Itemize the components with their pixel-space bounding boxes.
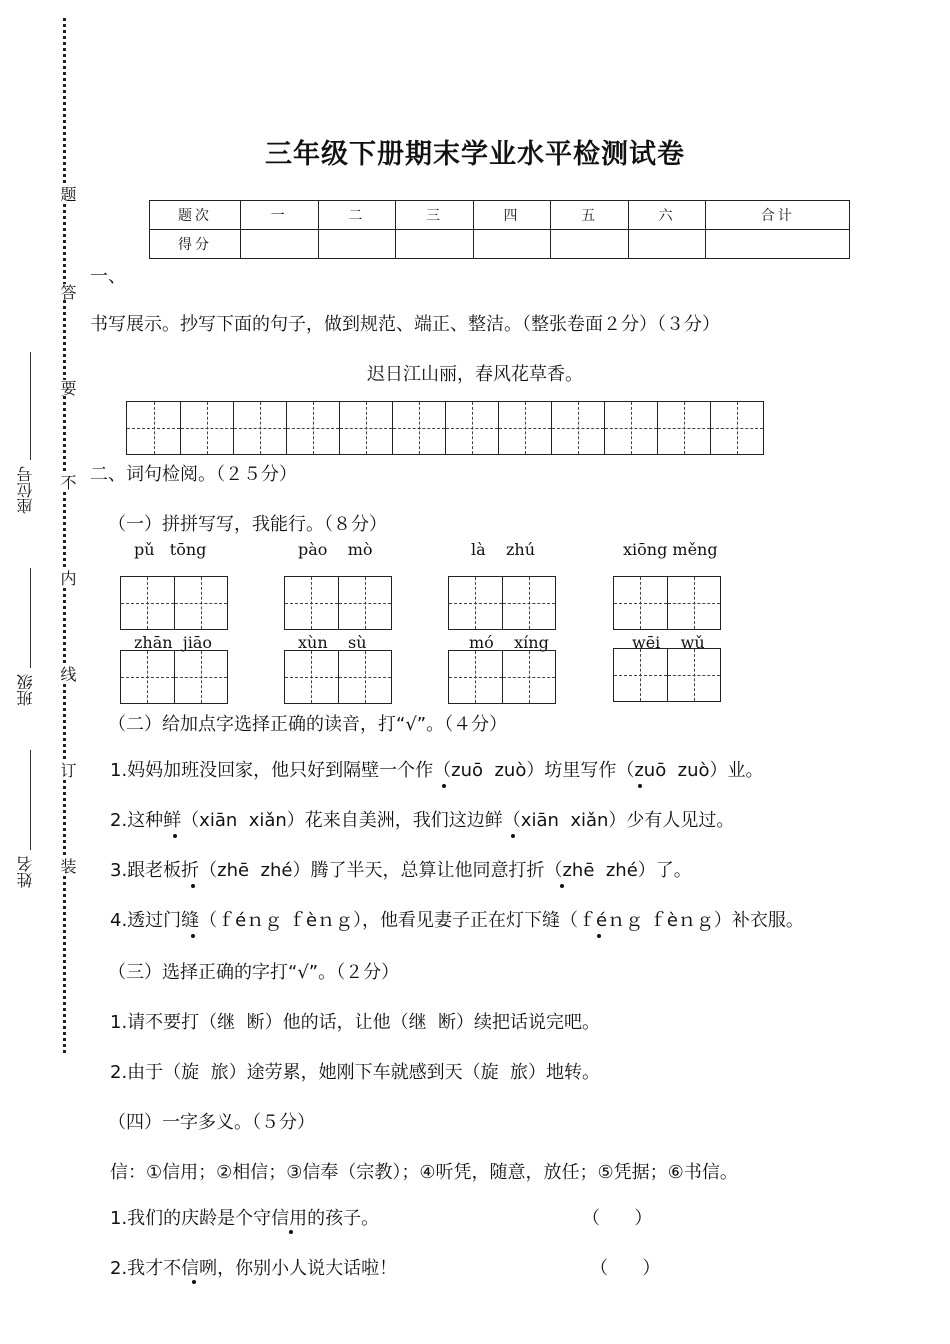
pinyin-label: pǔ tōng [134,540,207,559]
pinyin-label: xùn sù [298,633,367,652]
score-input-cell[interactable] [628,230,706,259]
score-header-cell: 一 [241,201,319,230]
score-input-cell[interactable] [396,230,474,259]
writing-cell[interactable] [392,402,445,454]
emphasis-dot [289,1230,293,1234]
class-label: 班级 [16,674,35,706]
pinyin-label: zhān jiāo [134,633,212,652]
seat-label: 座位号 [16,466,35,514]
writing-cell[interactable] [233,402,286,454]
answer-box[interactable] [448,576,556,630]
score-header-cell: 题次 [150,201,241,230]
section1-instruction: 书写展示。抄写下面的句子，做到规范、端正、整洁。（整张卷面２分）（３分） [90,314,720,335]
question-line: 1.请不要打（继 断）他的话，让他（继 断）续把话说完吧。 [110,1012,601,1033]
writing-cell[interactable] [286,402,339,454]
emphasis-dot [597,934,601,938]
margin-char: 装 [58,858,77,874]
score-input-cell[interactable] [318,230,396,259]
emphasis-dot [191,884,195,888]
margin-char: 内 [58,570,77,586]
score-header-cell: 四 [473,201,551,230]
meanings-line: 信：①信用；②相信；③信奉（宗教）；④听凭，随意，放任；⑤凭据；⑥书信。 [110,1162,738,1183]
section1-heading: 一、 [90,266,126,287]
score-input-cell[interactable] [473,230,551,259]
emphasis-dot [442,784,446,788]
binding-dotted-line [63,18,66,1053]
answer-box[interactable] [613,576,721,630]
question-line: 2.我才不信咧，你别小人说大话啦！ [110,1258,398,1279]
score-input-cell[interactable] [241,230,319,259]
pinyin-label: wēi wǔ [632,633,705,652]
emphasis-dot [191,934,195,938]
score-header-cell: 合计 [706,201,850,230]
section2-heading: 二、词句检阅。（２５分） [90,464,297,485]
question-line: 4.透过门缝（ｆéｎｇ ｆèｎｇ），他看见妻子正在灯下缝（ｆéｎｇ ｆèｎｇ）补衣服。 [110,910,804,931]
name-underline [30,750,31,850]
question-line: 3.跟老板折（zhē zhé）腾了半天，总算让他同意打折（zhē zhé）了。 [110,860,692,881]
emphasis-dot [511,834,515,838]
score-row-label: 得分 [150,230,241,259]
margin-char: 线 [58,666,77,682]
answer-box[interactable] [120,650,228,704]
margin-char: 不 [58,474,77,490]
emphasis-dot [560,884,564,888]
answer-box[interactable] [284,576,392,630]
score-header-cell: 六 [628,201,706,230]
class-underline [30,568,31,668]
answer-blank[interactable]: （ ） [582,1208,653,1229]
margin-char: 答 [58,284,77,300]
writing-cell[interactable] [445,402,498,454]
writing-cell[interactable] [127,402,180,454]
emphasis-dot [638,784,642,788]
writing-cell[interactable] [551,402,604,454]
question-line: 1.妈妈加班没回家，他只好到隔壁一个作（zuō zuò）坊里写作（zuō zuò）业。 [110,760,764,781]
pinyin-label: xiōng měng [623,540,718,559]
part1-heading: （一）拼拼写写，我能行。（８分） [108,514,387,535]
question-line: 2.这种鲜（xiān xiǎn）花来自美洲，我们这边鲜（xiān xiǎn）少有人见过。 [110,810,735,831]
score-header-cell: 五 [551,201,629,230]
part2-heading: （二）给加点字选择正确的读音，打“√”。（４分） [108,714,508,735]
answer-blank[interactable]: （ ） [590,1258,661,1279]
page-title: 三年级下册期末学业水平检测试卷 [265,139,685,170]
writing-cell[interactable] [339,402,392,454]
writing-cell[interactable] [657,402,710,454]
answer-box[interactable] [284,650,392,704]
writing-cell[interactable] [710,402,763,454]
emphasis-dot [173,834,177,838]
part3-heading: （三）选择正确的字打“√”。（２分） [108,962,400,983]
writing-cell[interactable] [604,402,657,454]
question-line: 2.由于（旋 旅）途劳累，她刚下车就感到天（旋 旅）地转。 [110,1062,601,1083]
margin-char: 要 [58,380,77,396]
pinyin-label: là zhú [471,540,536,559]
margin-char: 题 [58,186,77,202]
name-label: 姓名 [16,856,35,888]
answer-box[interactable] [613,648,721,702]
answer-box[interactable] [448,650,556,704]
score-table [149,200,850,259]
margin-char: 订 [58,762,77,778]
writing-grid[interactable] [126,401,764,455]
pinyin-label: pào mò [298,540,373,559]
score-header-cell: 二 [318,201,396,230]
writing-cell[interactable] [180,402,233,454]
question-line: 1.我们的庆龄是个守信用的孩子。 [110,1208,380,1229]
copy-sentence: 迟日江山丽，春风花草香。 [367,364,583,385]
writing-cell[interactable] [498,402,551,454]
part4-heading: （四）一字多义。（５分） [108,1112,315,1133]
score-header-cell: 三 [396,201,474,230]
pinyin-label: mó xíng [469,633,549,652]
score-input-cell[interactable] [551,230,629,259]
score-input-cell[interactable] [706,230,850,259]
emphasis-dot [192,1280,196,1284]
answer-box[interactable] [120,576,228,630]
